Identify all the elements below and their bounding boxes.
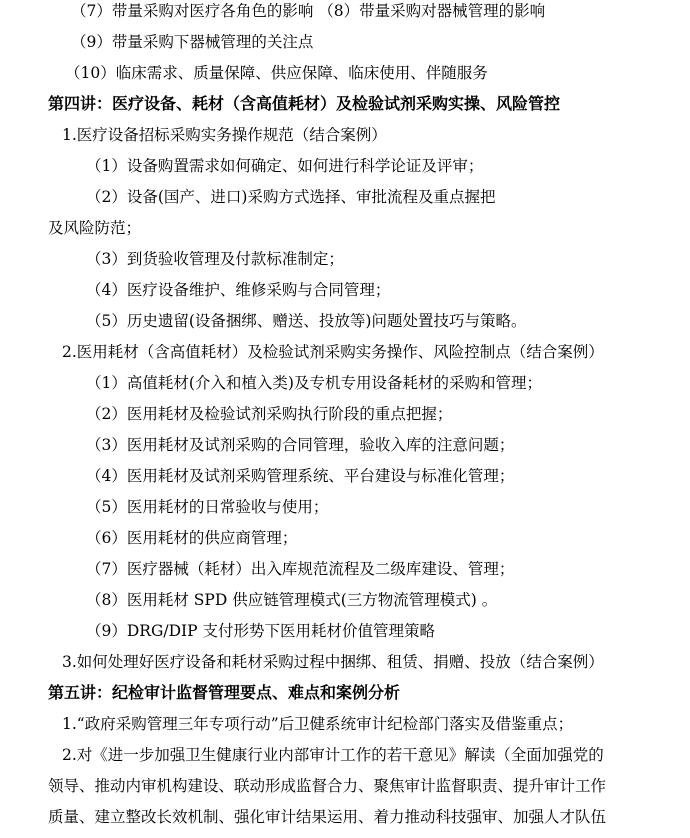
text-line-inventory-process: （7）医疗器械（耗材）出入库规范流程及二级库建设、管理； xyxy=(86,560,515,578)
text-line-supplier-management: （6）医用耗材的供应商管理； xyxy=(86,529,298,547)
text-line-high-value-consumables: （1）高值耗材(介入和植入类)及专机专用设备耗材的采购和管理； xyxy=(86,374,542,392)
text-line-risk-prevention: 及风险防范； xyxy=(48,219,142,237)
text-line-audit-opinion-cont-2: 质量、建立整改长效机制、强化审计结果运用、着力推动科技强审、加强人才队伍 xyxy=(48,808,607,826)
text-line-spd-model: （8）医用耗材 SPD 供应链管理模式(三方物流管理模式) 。 xyxy=(86,591,498,609)
text-line-special-action: 1.“政府采购管理三年专项行动”后卫健系统审计纪检部门落实及借鉴重点； xyxy=(62,715,574,733)
section-heading-lecture-5: 第五讲：纪检审计监督管理要点、难点和案例分析 xyxy=(48,683,401,702)
text-line-management-system: （4）医用耗材及试剂采购管理系统、平台建设与标准化管理； xyxy=(86,467,515,485)
text-line-equipment-demand: （1）设备购置需求如何确定、如何进行科学论证及评审； xyxy=(86,157,484,175)
subsection-heading-equipment-procurement: 1.医疗设备招标采购实务操作规范（结合案例） xyxy=(62,126,387,144)
text-line-acceptance-payment: （3）到货验收管理及付款标准制定； xyxy=(86,250,344,268)
text-line-execution-stage: （2）医用耗材及检验试剂采购执行阶段的重点把握； xyxy=(86,405,453,423)
section-heading-lecture-4: 第四讲：医疗设备、耗材（含高值耗材）及检验试剂采购实操、风险管控 xyxy=(48,94,561,113)
text-line-procurement-method: （2）设备(国产、进口)采购方式选择、审批流程及重点握把 xyxy=(86,188,496,206)
text-line-audit-opinion: 2.对《进一步加强卫生健康行业内部审计工作的若干意见》解读（全面加强党的 xyxy=(62,746,604,764)
text-line-daily-acceptance: （5）医用耗材的日常验收与使用； xyxy=(86,498,329,516)
subsection-heading-consumables-procurement: 2.医用耗材（含高值耗材）及检验试剂采购实务操作、风险控制点（结合案例） xyxy=(62,343,604,361)
subsection-heading-bundling-leasing: 3.如何处理好医疗设备和耗材采购过程中捆绑、租赁、捐赠、投放（结合案例） xyxy=(62,653,604,671)
text-line-clinical-needs: （10）临床需求、质量保障、供应保障、临床使用、伴随服务 xyxy=(65,64,488,82)
text-line-legacy-issues: （5）历史遗留(设备捆绑、赠送、投放等)问题处置技巧与策略。 xyxy=(86,312,527,330)
text-line-bulk-purchase-impact: （7）带量采购对医疗各角色的影响 （8）带量采购对器械管理的影响 xyxy=(71,2,546,20)
text-line-drg-dip: （9）DRG/DIP 支付形势下医用耗材价值管理策略 xyxy=(86,622,435,640)
text-line-contract-inspection: （3）医用耗材及试剂采购的合同管理，验收入库的注意问题； xyxy=(86,436,515,454)
text-line-maintenance-contract: （4）医疗设备维护、维修采购与合同管理； xyxy=(86,281,391,299)
text-line-audit-opinion-cont-1: 领导、推动内审机构建设、联动形成监督合力、聚焦审计监督职责、提升审计工作 xyxy=(48,777,607,795)
text-line-bulk-purchase-focus: （9）带量采购下器械管理的关注点 xyxy=(71,33,314,51)
